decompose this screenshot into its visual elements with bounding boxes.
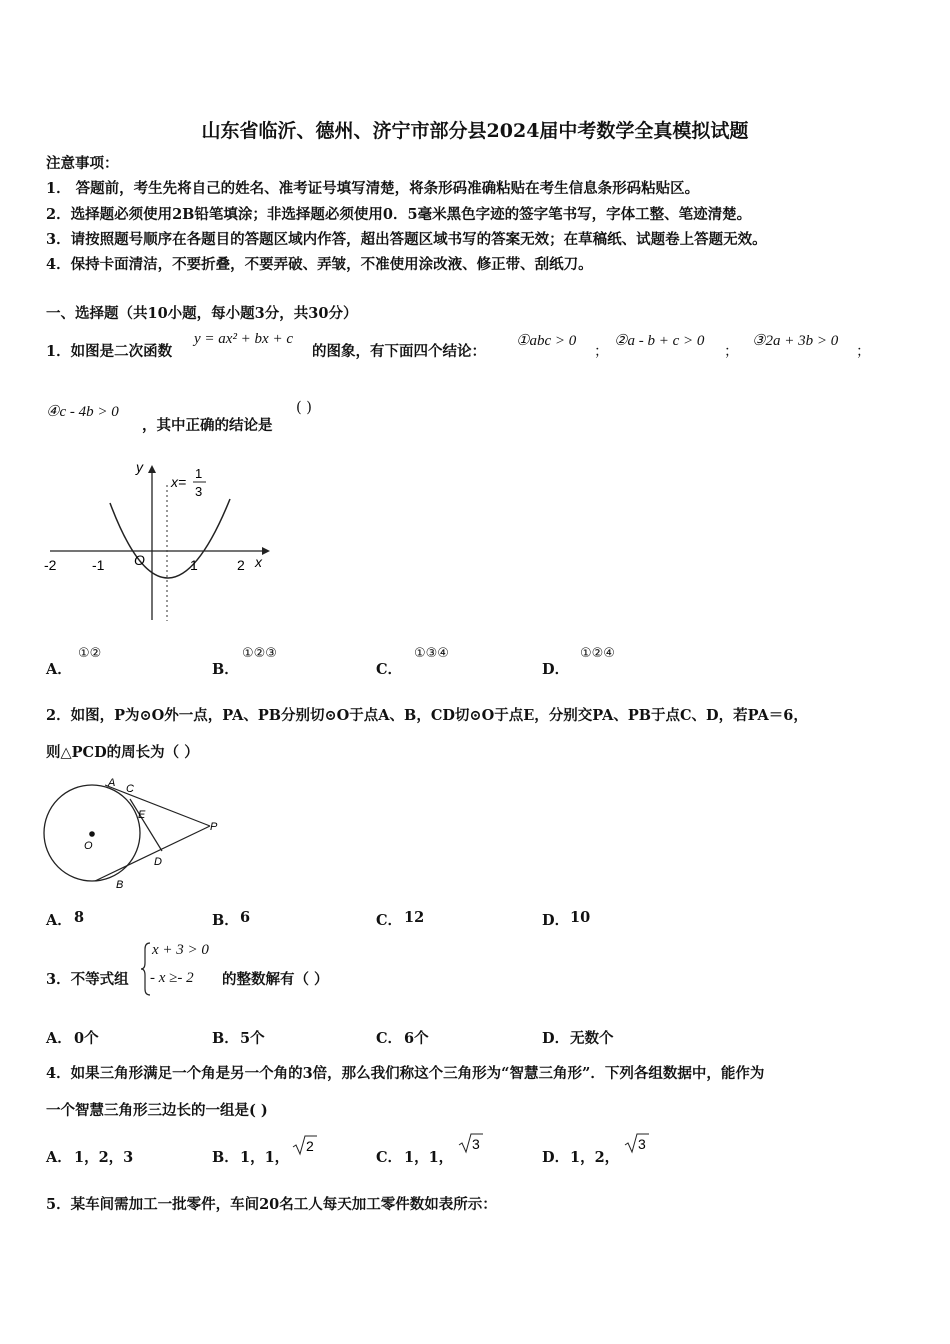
q1-sep-2: ； (724, 344, 739, 360)
brace-icon (140, 941, 152, 997)
q2-option-c-text: 12 (404, 909, 425, 926)
symmetry-denominator: 3 (195, 484, 203, 499)
q2-option-b-label[interactable]: B． (212, 912, 239, 929)
q3-option-d-label[interactable]: D． (542, 1030, 570, 1047)
y-axis-label: y (136, 459, 143, 475)
q4-option-a-text: 1，2，3 (74, 1149, 134, 1166)
sqrt-2-icon (292, 1134, 318, 1158)
q1-suffix: ，其中正确的结论是 (142, 417, 273, 434)
tick-label-1: 1 (190, 557, 198, 573)
tangent-pa (105, 785, 210, 826)
y-axis-arrow-icon (148, 465, 156, 473)
notice-item-4: 4．保持卡面清洁，不要折叠，不要弄破、弄皱，不准使用涂改液、修正带、刮纸刀。 (46, 256, 593, 273)
q1-sep-3: ； (856, 344, 871, 360)
q3-inequality-1: x + 3 > 0 (152, 942, 209, 958)
q3-suffix: 的整数解有（ ） (222, 971, 329, 988)
label-d: D (154, 856, 162, 868)
tick-label-neg2: -2 (44, 557, 57, 573)
notice-item-3: 3．请按照题号顺序在各题目的答题区域内作答，超出答题区域书写的答案无效；在草稿纸、试题卷上答题无效。 (46, 231, 767, 248)
q4-option-a-label[interactable]: A． (46, 1149, 72, 1166)
q3-option-d-text: 无数个 (570, 1030, 614, 1047)
q3-option-b-label[interactable]: B． (212, 1030, 239, 1047)
tangent-pb (95, 826, 210, 881)
q3-inequality-2: - x ≥- 2 (150, 970, 194, 986)
q1-option-c-label[interactable]: C． (376, 661, 403, 678)
q1-option-a-label[interactable]: A． (46, 661, 72, 678)
q1-conclusion-4: ④c - 4b > 0 (46, 404, 119, 420)
tick-label-neg1: -1 (92, 557, 105, 573)
q2-option-a-text: 8 (74, 909, 85, 926)
notice-heading: 注意事项： (46, 155, 119, 172)
q1-conclusion-2: ②a - b + c > 0 (614, 333, 705, 349)
label-o: O (84, 840, 93, 852)
sqrt-3-icon (458, 1132, 484, 1156)
label-b: B (116, 879, 124, 891)
q2-option-c-label[interactable]: C． (376, 912, 403, 929)
sqrt-3-icon (624, 1132, 650, 1156)
origin-label: O (134, 552, 145, 568)
section-heading: 一、选择题（共10小题，每小题3分，共30分） (46, 305, 358, 322)
label-p: P (210, 821, 218, 833)
q1-option-b-text: ①②③ (242, 646, 277, 661)
sqrt-3-radicand: 3 (472, 1136, 480, 1152)
label-a: A (108, 777, 116, 789)
q3-prefix: 3．不等式组 (46, 971, 129, 988)
q3-option-a-text: 0个 (74, 1030, 99, 1047)
q1-answer-paren: ( ) (296, 400, 312, 416)
q4-option-d-text: 1，2， (570, 1149, 620, 1166)
q3-option-a-label[interactable]: A． (46, 1030, 72, 1047)
q1-mid: 的图象，有下面四个结论： (312, 343, 486, 360)
label-c: C (126, 783, 134, 795)
q1-function: y = ax² + bx + c (194, 331, 293, 347)
notice-item-2: 2．选择题必须使用2B铅笔填涂；非选择题必须使用0．5毫米黑色字迹的签字笔书写，字体工整、笔迹清楚。 (46, 206, 752, 223)
page-title: 山东省临沂、德州、济宁市部分县2024届中考数学全真模拟试题 (201, 120, 749, 142)
q2-option-d-label[interactable]: D． (542, 912, 570, 929)
q2-circle-figure (40, 775, 230, 895)
q1-option-d-text: ①②④ (580, 646, 615, 661)
q1-conclusion-3: ③2a + 3b > 0 (752, 333, 839, 349)
q2-option-b-text: 6 (240, 909, 251, 926)
q4-line-1: 4．如果三角形满足一个角是另一个角的3倍，那么我们称这个三角形为“智慧三角形”．下列各组数据中，能作为 (46, 1065, 765, 1082)
q3-option-c-text: 6个 (404, 1030, 429, 1047)
q4-option-c-label[interactable]: C． (376, 1149, 403, 1166)
q1-conclusion-1: ①abc > 0 (516, 333, 577, 349)
q1-option-d-label[interactable]: D． (542, 661, 570, 678)
q1-prefix: 1．如图是二次函数 (46, 343, 173, 360)
x-axis-arrow-icon (262, 547, 270, 555)
x-axis-label: x (255, 554, 262, 570)
q2-line-2: 则△PCD的周长为（ ） (46, 744, 199, 761)
q5-line-1: 5．某车间需加工一批零件，车间20名工人每天加工零件数如表所示： (46, 1196, 497, 1213)
q4-option-c-text: 1，1， (404, 1149, 454, 1166)
q1-option-c-text: ①③④ (414, 646, 449, 661)
q4-option-b-label[interactable]: B． (212, 1149, 239, 1166)
notice-item-1: 1． 答题前，考生先将自己的姓名、准考证号填写清楚，将条形码准确粘贴在考生信息条形码粘贴区。 (46, 180, 700, 197)
q2-line-1: 2．如图，P为⊙O外一点，PA、PB分别切⊙O于点A、B，CD切⊙O于点E，分别交PA、PB于点C、D，若PA＝6， (46, 707, 808, 724)
q3-option-c-label[interactable]: C． (376, 1030, 403, 1047)
q1-option-a-text: ①② (78, 646, 102, 661)
q1-option-b-label[interactable]: B． (212, 661, 239, 678)
sqrt-2-radicand: 2 (306, 1138, 314, 1154)
symmetry-numerator: 1 (195, 466, 203, 481)
q2-option-d-text: 10 (570, 909, 591, 926)
tangent-cd (130, 799, 162, 851)
q4-option-b-text: 1，1， (240, 1149, 290, 1166)
symmetry-label: x= (171, 474, 187, 490)
tick-label-2: 2 (237, 557, 245, 573)
q3-option-b-text: 5个 (240, 1030, 265, 1047)
sqrt-3-radicand: 3 (638, 1136, 646, 1152)
center-point (89, 831, 95, 837)
label-e: E (138, 809, 146, 821)
q1-sep-1: ； (594, 344, 609, 360)
q4-line-2: 一个智慧三角形三边长的一组是( ) (46, 1102, 268, 1119)
q4-option-d-label[interactable]: D． (542, 1149, 570, 1166)
q1-parabola-graph (40, 455, 280, 630)
q2-option-a-label[interactable]: A． (46, 912, 72, 929)
parabola-curve (110, 499, 230, 578)
